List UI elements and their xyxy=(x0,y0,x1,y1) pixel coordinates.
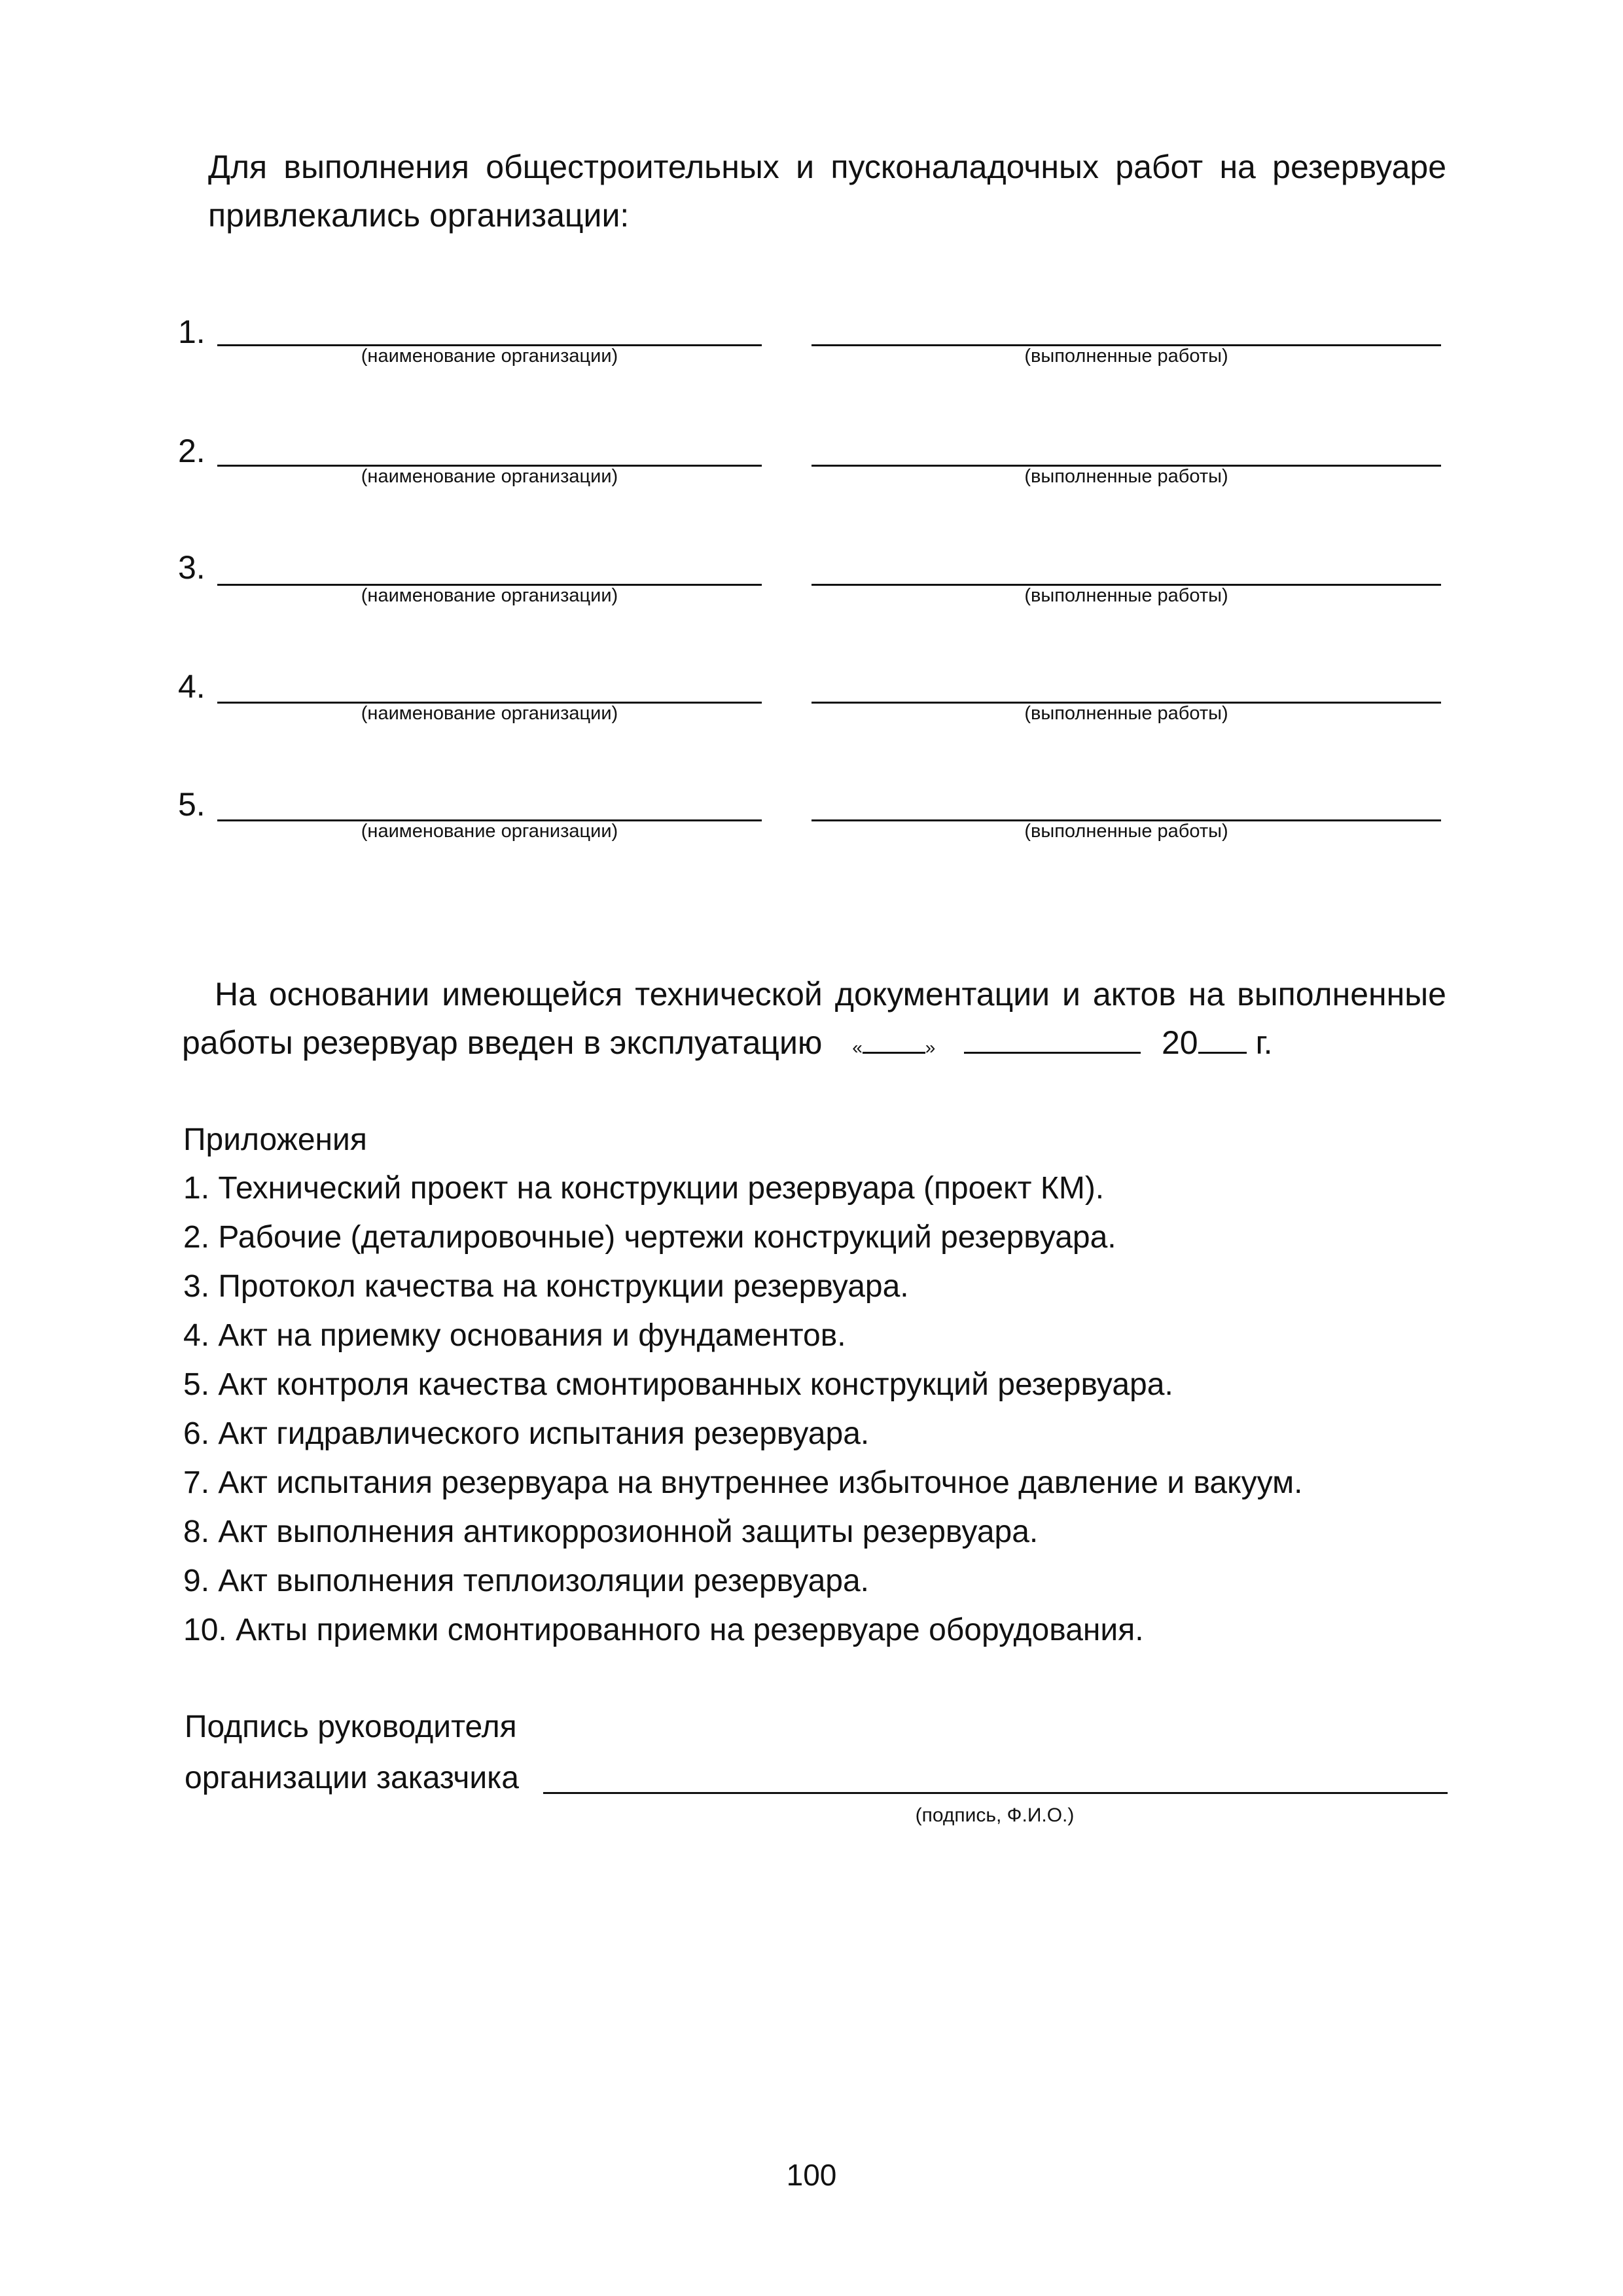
list-item: 2. Рабочие (деталировочные) чертежи конструкций резервуара. xyxy=(183,1220,1116,1255)
page-number: 100 xyxy=(786,2158,837,2192)
attachments-section xyxy=(183,1121,1453,1655)
list-item: 5. Акт контроля качества смонтированных конструкций резервуара. xyxy=(183,1367,1173,1402)
signature-label: организации заказчика xyxy=(185,1761,519,1795)
org-row-number: 4. xyxy=(178,668,205,705)
work-caption: (выполненные работы) xyxy=(1024,821,1228,842)
list-item: 3. Протокол качества на конструкции резервуара. xyxy=(183,1269,909,1304)
list-item: 9. Акт выполнения теплоизоляции резервуара. xyxy=(183,1564,870,1598)
intro-line-1: Для выполнения общестроительных и пусконаладочных работ на резервуаре xyxy=(208,149,1446,185)
list-item: 10. Акты приемки смонтированного на резервуаре оборудования. xyxy=(183,1613,1144,1647)
signature-block xyxy=(185,1702,1454,1804)
signature-line-1: Подпись руководителя xyxy=(185,1710,517,1744)
month-blank[interactable] xyxy=(964,1026,1141,1054)
signature-line[interactable] xyxy=(543,1792,1448,1794)
work-caption: (выполненные работы) xyxy=(1024,466,1228,487)
commissioning-paragraph xyxy=(182,970,1446,1072)
intro-paragraph xyxy=(208,143,1446,240)
year-blank[interactable] xyxy=(1198,1026,1247,1054)
org-row-number: 3. xyxy=(178,549,205,586)
org-name-caption: (наименование организации) xyxy=(361,821,618,842)
org-name-caption: (наименование организации) xyxy=(361,703,618,724)
commissioning-line-1: На основании имеющейся технической документации и актов на выполненные xyxy=(215,976,1446,1013)
attachments-list xyxy=(183,1164,1453,1655)
day-blank[interactable] xyxy=(863,1026,925,1054)
quote-close: » xyxy=(925,1037,936,1058)
list-item: 7. Акт испытания резервуара на внутреннее избыточное давление и вакуум. xyxy=(183,1465,1303,1500)
work-caption: (выполненные работы) xyxy=(1024,703,1228,724)
attachments-title: Приложения xyxy=(183,1122,367,1157)
list-item: 4. Акт на приемку основания и фундаментов. xyxy=(183,1318,846,1353)
list-item: 1. Технический проект на конструкции резервуара (проект КМ). xyxy=(183,1171,1105,1206)
org-row-number: 1. xyxy=(178,314,205,350)
year-prefix: 20 xyxy=(1161,1024,1198,1061)
intro-line-2: привлекались организации: xyxy=(208,197,630,234)
work-caption: (выполненные работы) xyxy=(1024,346,1228,367)
list-item: 8. Акт выполнения антикоррозионной защиты резервуара. xyxy=(183,1515,1039,1549)
org-name-caption: (наименование организации) xyxy=(361,585,618,606)
signature-caption: (подпись, Ф.И.О.) xyxy=(915,1804,1075,1826)
org-name-caption: (наименование организации) xyxy=(361,346,618,367)
signature-line-2 xyxy=(185,1753,1454,1804)
year-suffix: г. xyxy=(1255,1024,1273,1061)
org-row-number: 2. xyxy=(178,433,205,469)
list-item: 6. Акт гидравлического испытания резервуара. xyxy=(183,1416,870,1451)
commissioning-line-2 xyxy=(182,1018,1446,1072)
work-caption: (выполненные работы) xyxy=(1024,585,1228,606)
quote-open: « xyxy=(852,1037,863,1058)
commissioning-prefix: работы резервуар введен в эксплуатацию xyxy=(182,1024,823,1061)
org-name-caption: (наименование организации) xyxy=(361,466,618,487)
org-row-number: 5. xyxy=(178,786,205,823)
